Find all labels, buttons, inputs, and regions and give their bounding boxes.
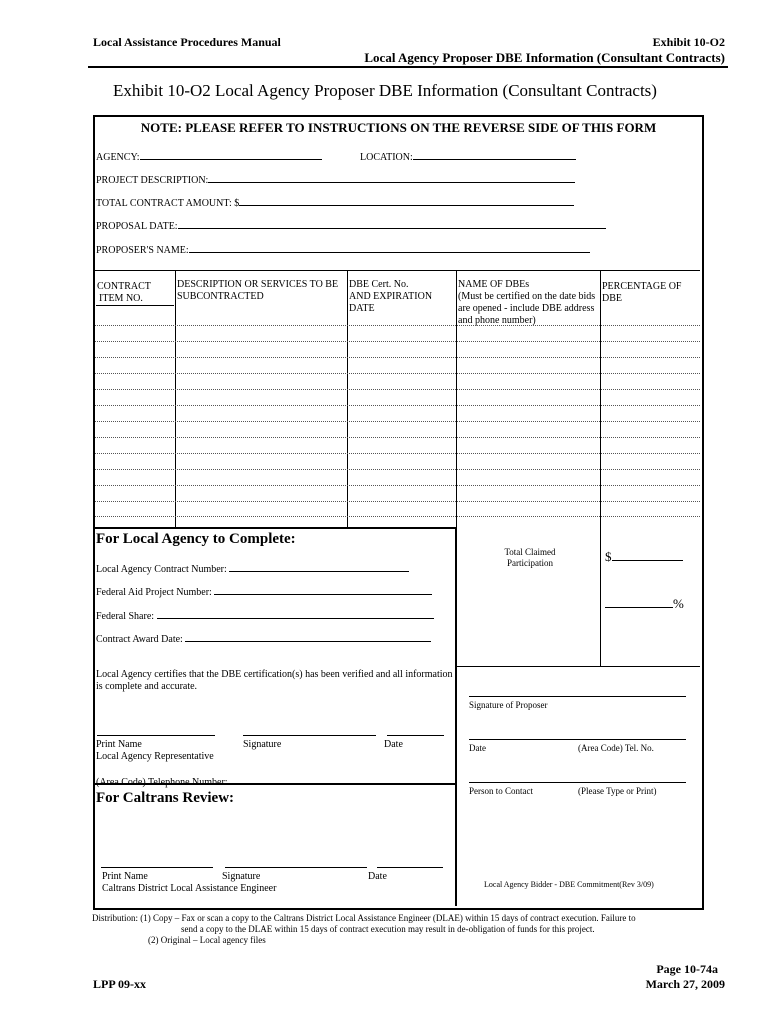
federal-aid-project-field[interactable] <box>96 584 432 599</box>
table-row[interactable] <box>95 389 700 390</box>
table-col-divider <box>600 270 601 666</box>
table-row[interactable] <box>95 469 700 470</box>
table-col-divider <box>175 270 176 527</box>
table-row[interactable] <box>95 405 700 406</box>
la-print-name-caption: Print Name Local Agency Representative <box>96 739 214 762</box>
project-description-label: PROJECT DESCRIPTION: <box>96 175 209 186</box>
manual-title: Local Assistance Procedures Manual <box>93 35 281 49</box>
commitment-form-id: Local Agency Bidder - DBE Commitment(Rev 3/09) <box>484 880 654 889</box>
ct-date-line <box>377 867 443 868</box>
local-agency-contract-number-field[interactable] <box>96 561 409 576</box>
distribution-note: Distribution: (1) Copy – Fax or scan a copy to the Caltrans District Local Assistance Engineer (DLAE) within 15 days of contract execution. Failure to send a copy to the DLAE within 15 days of contract execution may result in de-obligation of funds for this project. (2) Original – Local agency files <box>92 913 636 945</box>
table-top-rule <box>95 270 700 271</box>
proposer-name-label: PROPOSER'S NAME: <box>96 245 189 256</box>
proposer-tel-caption: (Area Code) Tel. No. <box>578 743 654 753</box>
header-rule <box>88 66 728 68</box>
total-contract-amount-field[interactable] <box>96 195 574 210</box>
total-contract-amount-label: TOTAL CONTRACT AMOUNT: $ <box>96 198 240 209</box>
table-col-divider <box>456 270 457 527</box>
la-telephone-label: (Area Code) Telephone Number: <box>96 777 228 788</box>
agency-label: AGENCY: <box>96 152 140 163</box>
proposer-signature-caption: Signature of Proposer <box>469 700 548 710</box>
claimed-percent-sign: % <box>673 596 684 611</box>
claimed-percent-field[interactable] <box>605 594 684 612</box>
table-row[interactable] <box>95 357 700 358</box>
ct-signature-line <box>225 867 367 868</box>
la-signature-line <box>243 735 376 736</box>
certification-statement: Local Agency certifies that the DBE certification(s) has been verified and all information is complete and accurate. <box>96 669 453 692</box>
claimed-dollar-field[interactable] <box>605 547 683 565</box>
proposal-date-field[interactable] <box>96 218 606 233</box>
proposer-contact-caption: Person to Contact <box>469 786 533 796</box>
ct-date-caption: Date <box>368 871 387 882</box>
footer-form-number: LPP 09-xx <box>93 977 146 991</box>
footer-date: March 27, 2009 <box>645 977 725 991</box>
local-agency-contract-number-label: Local Agency Contract Number: <box>96 564 227 575</box>
contract-award-date-label: Contract Award Date: <box>96 634 183 645</box>
total-claimed-label: Total Claimed Participation <box>504 547 556 568</box>
la-print-name-line <box>97 735 215 736</box>
ct-print-name-line <box>101 867 213 868</box>
header-description: DESCRIPTION OR SERVICES TO BE SUBCONTRACTED <box>177 279 339 302</box>
table-row[interactable] <box>95 325 700 326</box>
location-label: LOCATION: <box>360 152 413 163</box>
instructions-note: NOTE: PLEASE REFER TO INSTRUCTIONS ON THE REVERSE SIDE OF THIS FORM <box>140 120 657 135</box>
federal-share-label: Federal Share: <box>96 611 155 622</box>
header-dbe-names: NAME OF DBEs (Must be certified on the date bids are opened - include DBE address and phone number) <box>458 279 596 326</box>
location-field[interactable] <box>360 149 576 164</box>
table-row[interactable] <box>95 485 700 486</box>
proposal-date-label: PROPOSAL DATE: <box>96 221 178 232</box>
proposer-type-caption: (Please Type or Print) <box>578 786 657 796</box>
proposer-date-caption: Date <box>469 743 486 753</box>
agency-field[interactable] <box>96 149 322 164</box>
table-header-underline <box>96 305 174 306</box>
local-agency-heading: For Local Agency to Complete: <box>96 531 296 547</box>
table-row[interactable] <box>95 453 700 454</box>
federal-aid-project-label: Federal Aid Project Number: <box>96 587 212 598</box>
la-date-line <box>387 735 444 736</box>
caltrans-review-heading: For Caltrans Review: <box>96 790 235 806</box>
contract-award-date-field[interactable] <box>96 631 431 646</box>
project-description-field[interactable] <box>96 172 575 187</box>
header-percentage: PERCENTAGE OF DBE <box>602 281 682 304</box>
exhibit-number: Exhibit 10-O2 <box>652 35 725 49</box>
page-title: Exhibit 10-O2 Local Agency Proposer DBE Information (Consultant Contracts) <box>113 81 657 100</box>
proposer-signature-line <box>469 696 686 697</box>
table-row[interactable] <box>95 373 700 374</box>
ct-signature-caption: Signature <box>222 871 261 882</box>
table-row[interactable] <box>95 501 700 502</box>
claimed-dollar-sign: $ <box>605 549 612 564</box>
federal-share-field[interactable] <box>96 608 434 623</box>
header-dbe-cert: DBE Cert. No. AND EXPIRATION DATE <box>349 279 433 314</box>
proposer-contact-line <box>469 782 686 783</box>
proposer-date-line <box>469 739 686 740</box>
ct-print-name-caption: Print Name Caltrans District Local Assistance Engineer <box>102 871 277 894</box>
claimed-bottom-rule <box>457 666 700 667</box>
table-row[interactable] <box>95 437 700 438</box>
table-row[interactable] <box>95 341 700 342</box>
la-date-caption: Date <box>384 739 403 750</box>
table-row[interactable] <box>95 516 700 517</box>
la-signature-caption: Signature <box>243 739 282 750</box>
proposer-name-field[interactable] <box>96 242 590 257</box>
header-subtitle: Local Agency Proposer DBE Information (Consultant Contracts) <box>364 50 725 65</box>
table-row[interactable] <box>95 421 700 422</box>
header-contract-item: CONTRACT ITEM NO. <box>97 281 151 304</box>
table-col-divider <box>347 270 348 527</box>
footer-page-number: Page 10-74a <box>656 962 718 976</box>
